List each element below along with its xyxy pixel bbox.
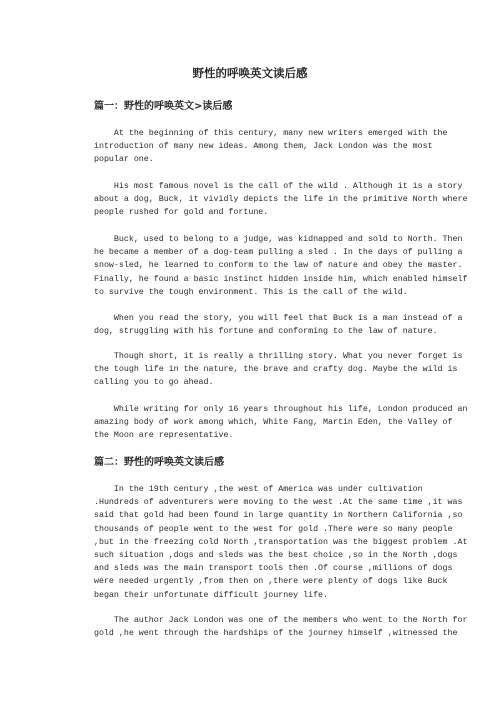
paragraph-line: the Moon are representative. [94,431,234,441]
paragraph [94,233,468,299]
section-heading-2: 篇二：野性的呼唤英文读后感 [94,457,224,468]
paragraph [94,312,463,338]
section-heading-1: 篇一：野性的呼唤英文>读后感 [94,101,233,112]
paragraph-line: Finally, he found a basic instinct hidden inside him, which enabled himself [94,274,468,284]
paragraph [94,483,468,602]
paragraph-line: At the beginning of this century, many new writers emerged with the [94,129,448,138]
paragraph [94,127,448,167]
paragraph-line: said that gold had been found in large quantity in Northern California ,so [94,511,463,521]
paragraph-line: In the 19th century ,the west of America was under cultivation [94,485,423,494]
paragraph-line: introduction of many new ideas. Among them, Jack London was the most [94,142,433,152]
paragraph-line: While writing for only 16 years throughout his life, London produced an [94,405,468,414]
paragraph [94,350,463,390]
document-title: 野性的呼唤英文读后感 [192,66,308,80]
paragraph-line: thousands of people went to the west for gold .There were so many people [94,524,453,534]
paragraph-line: about a dog, Buck, it vividly depicts the life in the primitive North where [94,195,468,205]
paragraph [94,614,468,640]
paragraph-line: His most famous novel is the call of the wild . Although it is a story [94,182,463,191]
paragraph-line: gold ,he went through the hardships of the journey himself ,witnessed the [94,629,458,639]
paragraph-line: were needed urgently ,from then on ,there were plenty of dogs like Buck [94,577,448,587]
paragraph-line: the tough life in the nature, the brave and crafty dog. Maybe the wild is [94,365,458,375]
paragraph-line: began their unfortunate difficult journey life. [94,590,329,600]
paragraph-line: The author Jack London was one of the members who went to the North for [94,616,468,625]
paragraph-line: such situation ,dogs and sleds was the best choice ,so in the North ,dogs [94,551,458,561]
paragraph-line: and sleds was the main transport tools then .Of course ,millions of dogs [94,564,453,574]
paragraph-line: he became a member of a dog-team pulling a sled . In the days of pulling a [94,248,463,258]
paragraph-line: Buck, used to belong to a judge, was kidnapped and sold to North. Then [94,235,463,244]
paragraph-line: snow-sled, he learned to conform to the law of nature and obey the master. [94,261,463,271]
paragraph-line: ,but in the freezing cold North ,transportation was the biggest problem .At [94,537,468,547]
paragraph-line: Though short, it is really a thrilling story. What you never forget is [94,352,463,361]
paragraph-line: amazing body of work among which, White Fang, Martin Eden, the Valley of [94,418,453,428]
paragraph [94,180,468,220]
paragraph-line: to survive the tough environment. This is the call of the wild. [94,287,408,297]
paragraph-line: calling you to go ahead. [94,378,214,388]
paragraph [94,403,468,443]
paragraph-line: popular one. [94,155,154,165]
paragraph-line: dog, struggling with his fortune and conforming to the law of nature. [94,327,438,337]
paragraph-line: people rushed for gold and fortune. [94,208,269,218]
paragraph-line: .Hundreds of adventurers were moving to the west .At the same time ,it was [94,498,463,508]
paragraph-line: When you read the story, you will feel that Buck is a man instead of a [94,314,463,323]
